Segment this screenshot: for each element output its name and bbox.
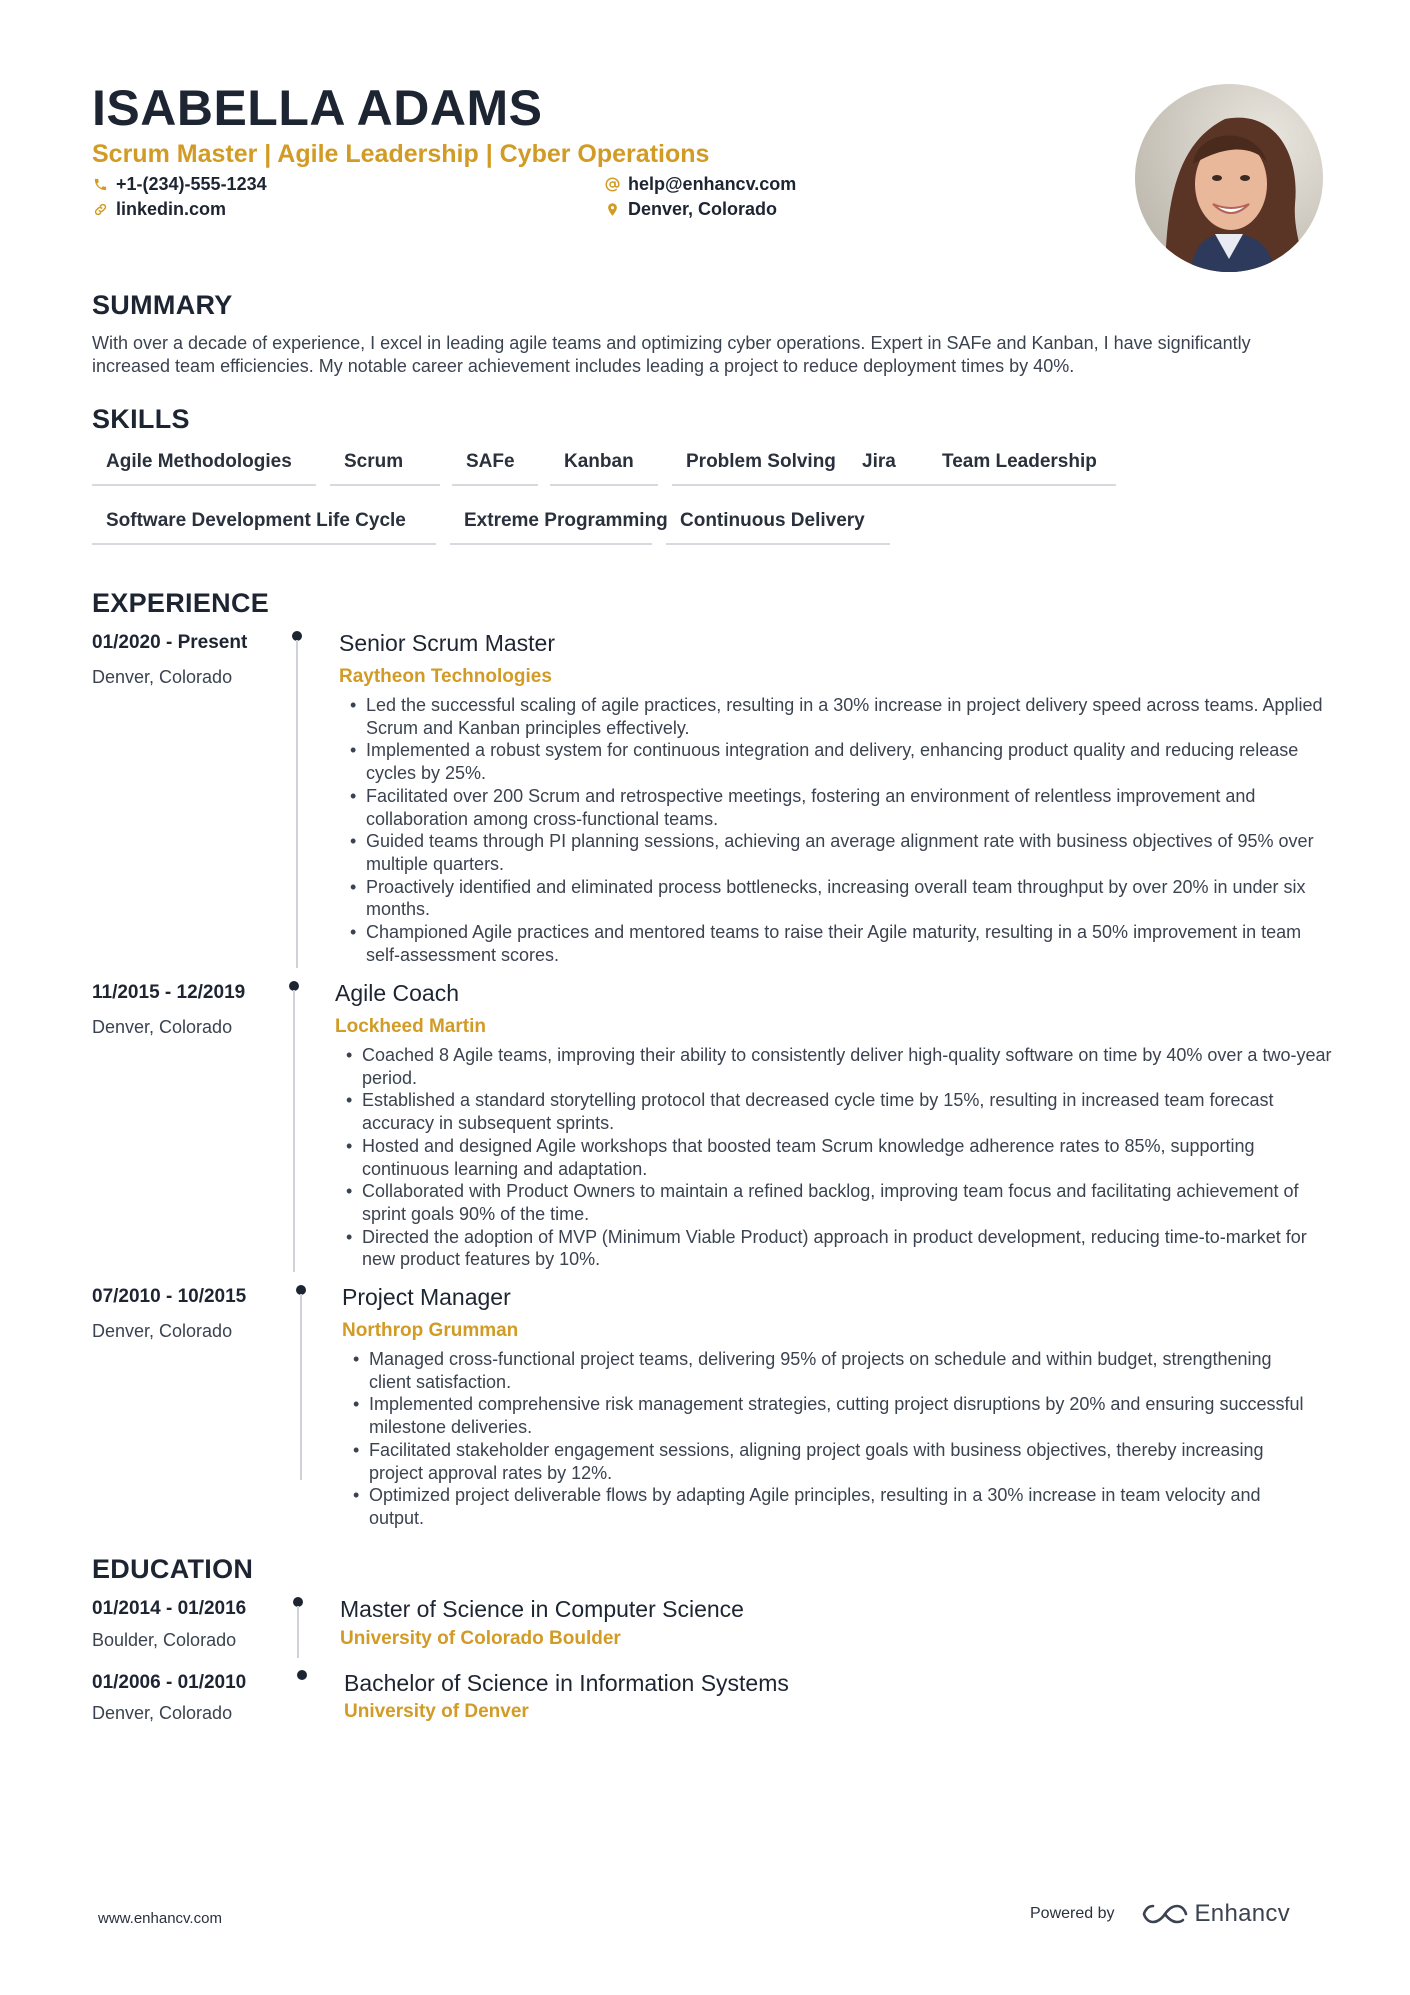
footer-website[interactable]: www.enhancv.com	[98, 1910, 222, 1927]
at-icon	[604, 176, 620, 192]
job-bullet: • Facilitated over 200 Scrum and retrospective meetings, fostering an environment of relentless improvement and collaboration among cross-functional teams.	[346, 785, 1336, 830]
job-bullet: • Directed the adoption of MVP (Minimum Viable Product) approach in product development, reducing time-to-market for new product features by 10%.	[342, 1226, 1338, 1271]
location-contact	[604, 197, 777, 221]
job-bullets	[349, 1348, 1309, 1530]
job-company: Raytheon Technologies	[339, 666, 552, 687]
skill-tag: Agile Methodologies	[92, 450, 316, 486]
email-contact[interactable]	[604, 172, 796, 196]
job-role: Senior Scrum Master	[339, 630, 556, 656]
linkedin-text[interactable]: linkedin.com	[116, 198, 227, 219]
education-location: Denver, Colorado	[92, 1703, 233, 1723]
education-dates: 01/2006 - 01/2010	[92, 1672, 247, 1693]
education-school: University of Colorado Boulder	[340, 1628, 621, 1649]
skills-heading: SKILLS	[92, 404, 190, 434]
phone-icon	[92, 176, 108, 192]
infinity-logo-icon	[1141, 1901, 1189, 1927]
job-location: Denver, Colorado	[92, 667, 233, 687]
job-bullet: • Managed cross-functional project teams, delivering 95% of projects on schedule and within budget, strengthening client satisfaction.	[349, 1348, 1309, 1393]
job-bullet: • Led the successful scaling of agile practices, resulting in a 30% increase in project delivery speed across teams. Applied Scrum and Kanban principles effectively.	[346, 694, 1336, 739]
powered-by-text: Powered by	[1030, 1905, 1115, 1922]
brand-name: Enhancv	[1194, 1900, 1290, 1927]
job-dates: 01/2020 - Present	[92, 632, 248, 653]
skill-tag: Team Leadership	[928, 450, 1116, 486]
job-role: Agile Coach	[335, 980, 460, 1006]
resume-header	[92, 78, 1092, 228]
job-bullet: • Championed Agile practices and mentored teams to raise their Agile maturity, resulting in a 50% improvement in team self-assessment scores.	[346, 921, 1336, 966]
job-bullet: • Coached 8 Agile teams, improving their ability to consistently deliver high-quality software on time by 40% over a two-year period.	[342, 1044, 1338, 1089]
education-school: University of Denver	[344, 1701, 529, 1722]
link-icon	[92, 201, 108, 217]
timeline-line	[293, 990, 295, 1272]
skill-tag: Problem Solving	[672, 450, 856, 486]
job-bullet: • Optimized project deliverable flows by adapting Agile principles, resulting in a 30% increase in team velocity and output.	[349, 1484, 1309, 1529]
education-degree: Bachelor of Science in Information Systems	[344, 1670, 789, 1696]
skill-tag: Jira	[848, 450, 930, 486]
job-bullets	[342, 1044, 1338, 1271]
profile-photo	[1135, 84, 1323, 272]
job-location: Denver, Colorado	[92, 1017, 233, 1037]
timeline-line	[297, 1606, 299, 1658]
education-degree: Master of Science in Computer Science	[340, 1596, 744, 1622]
education-location: Boulder, Colorado	[92, 1630, 237, 1650]
job-bullets	[346, 694, 1336, 966]
enhancv-logo	[1141, 1900, 1291, 1928]
skill-tag: Software Development Life Cycle	[92, 509, 436, 545]
timeline-line	[296, 640, 298, 968]
skill-tag: Continuous Delivery	[666, 509, 890, 545]
job-bullet: • Facilitated stakeholder engagement sessions, aligning project goals with business objectives, thereby increasing project approval rates by 12%.	[349, 1439, 1309, 1484]
skill-tag: Kanban	[550, 450, 658, 486]
job-location: Denver, Colorado	[92, 1321, 233, 1341]
job-bullet: • Established a standard storytelling protocol that decreased cycle time by 15%, resulting in increased team forecast accuracy in subsequent sprints.	[342, 1089, 1338, 1134]
candidate-title: Scrum Master | Agile Leadership | Cyber Operations	[92, 140, 710, 168]
job-bullet: • Proactively identified and eliminated process bottlenecks, increasing overall team throughput by over 20% in under six months.	[346, 876, 1336, 921]
email-text[interactable]: help@enhancv.com	[628, 173, 797, 194]
skill-tag: SAFe	[452, 450, 538, 486]
location-text: Denver, Colorado	[628, 198, 778, 219]
summary-text: With over a decade of experience, I excel in leading agile teams and optimizing cyber operations. Expert in SAFe and Kanban, I have significantly increased team efficiencies. My notable career achievement includes leading a project to reduce deployment times by 40%.	[92, 333, 1251, 376]
job-bullet: • Implemented a robust system for continuous integration and delivery, enhancing product quality and reducing release cycles by 25%.	[346, 739, 1336, 784]
timeline-dot	[297, 1670, 307, 1680]
job-dates: 07/2010 - 10/2015	[92, 1286, 247, 1307]
job-role: Project Manager	[342, 1284, 511, 1310]
summary-heading: SUMMARY	[92, 290, 233, 320]
candidate-name: ISABELLA ADAMS	[92, 80, 543, 136]
timeline-line	[300, 1294, 302, 1480]
job-bullet: • Hosted and designed Agile workshops that boosted team Scrum knowledge adherence rates to 85%, supporting continuous learning and adaptation.	[342, 1135, 1338, 1180]
skill-tag: Extreme Programming	[450, 509, 652, 545]
education-heading: EDUCATION	[92, 1554, 254, 1584]
skill-tag: Scrum	[330, 450, 440, 486]
job-company: Lockheed Martin	[335, 1016, 486, 1037]
location-pin-icon	[604, 201, 620, 217]
job-bullet: • Guided teams through PI planning sessions, achieving an average alignment rate with business objectives of 95% over multiple quarters.	[346, 830, 1336, 875]
footer-branding	[1030, 1900, 1290, 1928]
job-company: Northrop Grumman	[342, 1320, 519, 1341]
job-bullet: • Implemented comprehensive risk management strategies, cutting project disruptions by 20% and ensuring successful milestone deliveries.	[349, 1393, 1309, 1438]
phone-contact	[92, 172, 267, 196]
education-dates: 01/2014 - 01/2016	[92, 1598, 247, 1619]
job-bullet: • Collaborated with Product Owners to maintain a refined backlog, improving team focus and facilitating achievement of sprint goals 90% of the time.	[342, 1180, 1338, 1225]
contact-info	[92, 172, 852, 228]
linkedin-contact[interactable]	[92, 197, 226, 221]
phone-text: +1-(234)-555-1234	[116, 173, 267, 194]
experience-heading: EXPERIENCE	[92, 588, 270, 618]
job-dates: 11/2015 - 12/2019	[92, 982, 246, 1003]
